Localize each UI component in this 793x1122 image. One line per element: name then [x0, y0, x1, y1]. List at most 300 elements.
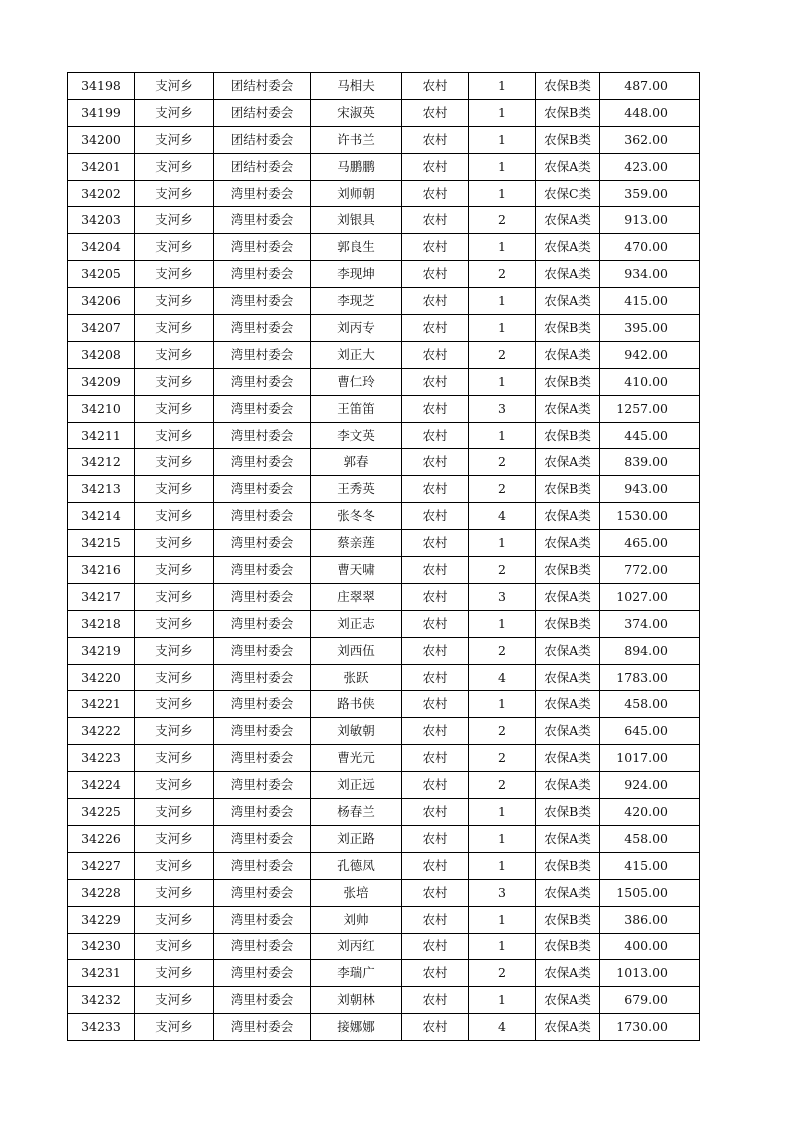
township-cell: 支河乡 — [135, 422, 214, 449]
insurance-category-cell: 农保A类 — [536, 960, 600, 987]
person-name-cell: 郭良生 — [311, 234, 402, 261]
village-committee-cell: 湾里村委会 — [214, 825, 311, 852]
table-row — [68, 879, 700, 906]
insurance-category-cell: 农保A类 — [536, 637, 600, 664]
person-name-cell: 杨春兰 — [311, 799, 402, 826]
township-cell: 支河乡 — [135, 207, 214, 234]
record-id-cell: 34203 — [68, 207, 135, 234]
family-size-cell: 1 — [469, 799, 536, 826]
township-cell: 支河乡 — [135, 234, 214, 261]
village-committee-cell: 湾里村委会 — [214, 422, 311, 449]
amount-cell: 415.00 — [600, 288, 700, 315]
records-table-body — [68, 73, 700, 1041]
township-cell: 支河乡 — [135, 987, 214, 1014]
table-row — [68, 207, 700, 234]
household-type-cell: 农村 — [402, 368, 469, 395]
record-id-cell: 34198 — [68, 73, 135, 100]
person-name-cell: 刘正路 — [311, 825, 402, 852]
township-cell: 支河乡 — [135, 691, 214, 718]
household-type-cell: 农村 — [402, 315, 469, 342]
household-type-cell: 农村 — [402, 852, 469, 879]
insurance-category-cell: 农保B类 — [536, 933, 600, 960]
household-type-cell: 农村 — [402, 772, 469, 799]
person-name-cell: 刘西伍 — [311, 637, 402, 664]
amount-cell: 362.00 — [600, 126, 700, 153]
village-committee-cell: 湾里村委会 — [214, 1014, 311, 1041]
household-type-cell: 农村 — [402, 449, 469, 476]
village-committee-cell: 湾里村委会 — [214, 234, 311, 261]
record-id-cell: 34199 — [68, 99, 135, 126]
insurance-category-cell: 农保A类 — [536, 530, 600, 557]
village-committee-cell: 湾里村委会 — [214, 799, 311, 826]
record-id-cell: 34226 — [68, 825, 135, 852]
township-cell: 支河乡 — [135, 960, 214, 987]
record-id-cell: 34225 — [68, 799, 135, 826]
family-size-cell: 1 — [469, 99, 536, 126]
insurance-category-cell: 农保A类 — [536, 207, 600, 234]
record-id-cell: 34204 — [68, 234, 135, 261]
township-cell: 支河乡 — [135, 1014, 214, 1041]
village-committee-cell: 湾里村委会 — [214, 368, 311, 395]
record-id-cell: 34227 — [68, 852, 135, 879]
amount-cell: 645.00 — [600, 718, 700, 745]
table-row — [68, 987, 700, 1014]
village-committee-cell: 湾里村委会 — [214, 664, 311, 691]
family-size-cell: 4 — [469, 503, 536, 530]
family-size-cell: 1 — [469, 368, 536, 395]
family-size-cell: 1 — [469, 73, 536, 100]
person-name-cell: 路书侠 — [311, 691, 402, 718]
insurance-category-cell: 农保A类 — [536, 1014, 600, 1041]
amount-cell: 1017.00 — [600, 745, 700, 772]
amount-cell: 679.00 — [600, 987, 700, 1014]
record-id-cell: 34210 — [68, 395, 135, 422]
family-size-cell: 1 — [469, 906, 536, 933]
record-id-cell: 34229 — [68, 906, 135, 933]
village-committee-cell: 湾里村委会 — [214, 476, 311, 503]
record-id-cell: 34212 — [68, 449, 135, 476]
insurance-category-cell: 农保A类 — [536, 825, 600, 852]
family-size-cell: 1 — [469, 234, 536, 261]
township-cell: 支河乡 — [135, 315, 214, 342]
family-size-cell: 3 — [469, 879, 536, 906]
family-size-cell: 2 — [469, 960, 536, 987]
amount-cell: 1027.00 — [600, 583, 700, 610]
village-committee-cell: 湾里村委会 — [214, 960, 311, 987]
person-name-cell: 李现芝 — [311, 288, 402, 315]
table-row — [68, 583, 700, 610]
family-size-cell: 2 — [469, 207, 536, 234]
insurance-category-cell: 农保A类 — [536, 691, 600, 718]
amount-cell: 1505.00 — [600, 879, 700, 906]
village-committee-cell: 湾里村委会 — [214, 852, 311, 879]
amount-cell: 420.00 — [600, 799, 700, 826]
person-name-cell: 马相夫 — [311, 73, 402, 100]
record-id-cell: 34207 — [68, 315, 135, 342]
table-row — [68, 557, 700, 584]
amount-cell: 458.00 — [600, 691, 700, 718]
person-name-cell: 曹仁玲 — [311, 368, 402, 395]
household-type-cell: 农村 — [402, 637, 469, 664]
record-id-cell: 34215 — [68, 530, 135, 557]
township-cell: 支河乡 — [135, 341, 214, 368]
amount-cell: 943.00 — [600, 476, 700, 503]
village-committee-cell: 湾里村委会 — [214, 395, 311, 422]
table-row — [68, 234, 700, 261]
table-row — [68, 960, 700, 987]
person-name-cell: 张跃 — [311, 664, 402, 691]
household-type-cell: 农村 — [402, 395, 469, 422]
family-size-cell: 2 — [469, 637, 536, 664]
table-row — [68, 99, 700, 126]
amount-cell: 1013.00 — [600, 960, 700, 987]
household-type-cell: 农村 — [402, 422, 469, 449]
amount-cell: 1730.00 — [600, 1014, 700, 1041]
person-name-cell: 刘正远 — [311, 772, 402, 799]
amount-cell: 448.00 — [600, 99, 700, 126]
household-type-cell: 农村 — [402, 503, 469, 530]
amount-cell: 894.00 — [600, 637, 700, 664]
record-id-cell: 34230 — [68, 933, 135, 960]
insurance-category-cell: 农保A类 — [536, 449, 600, 476]
person-name-cell: 马鹏鹏 — [311, 153, 402, 180]
village-committee-cell: 团结村委会 — [214, 153, 311, 180]
insurance-category-cell: 农保B类 — [536, 368, 600, 395]
village-committee-cell: 湾里村委会 — [214, 449, 311, 476]
amount-cell: 1783.00 — [600, 664, 700, 691]
record-id-cell: 34209 — [68, 368, 135, 395]
record-id-cell: 34224 — [68, 772, 135, 799]
family-size-cell: 2 — [469, 745, 536, 772]
record-id-cell: 34208 — [68, 341, 135, 368]
person-name-cell: 刘师朝 — [311, 180, 402, 207]
family-size-cell: 2 — [469, 557, 536, 584]
insurance-category-cell: 农保B类 — [536, 557, 600, 584]
amount-cell: 415.00 — [600, 852, 700, 879]
person-name-cell: 孔德凤 — [311, 852, 402, 879]
table-row — [68, 180, 700, 207]
village-committee-cell: 湾里村委会 — [214, 610, 311, 637]
township-cell: 支河乡 — [135, 368, 214, 395]
person-name-cell: 郭春 — [311, 449, 402, 476]
record-id-cell: 34217 — [68, 583, 135, 610]
household-type-cell: 农村 — [402, 126, 469, 153]
household-type-cell: 农村 — [402, 99, 469, 126]
record-id-cell: 34232 — [68, 987, 135, 1014]
family-size-cell: 2 — [469, 449, 536, 476]
insurance-category-cell: 农保A类 — [536, 288, 600, 315]
household-type-cell: 农村 — [402, 799, 469, 826]
person-name-cell: 刘帅 — [311, 906, 402, 933]
insurance-category-cell: 农保B类 — [536, 906, 600, 933]
records-table — [67, 72, 700, 1041]
township-cell: 支河乡 — [135, 933, 214, 960]
record-id-cell: 34202 — [68, 180, 135, 207]
township-cell: 支河乡 — [135, 180, 214, 207]
amount-cell: 374.00 — [600, 610, 700, 637]
record-id-cell: 34222 — [68, 718, 135, 745]
household-type-cell: 农村 — [402, 583, 469, 610]
record-id-cell: 34228 — [68, 879, 135, 906]
record-id-cell: 34223 — [68, 745, 135, 772]
family-size-cell: 4 — [469, 1014, 536, 1041]
person-name-cell: 李现坤 — [311, 261, 402, 288]
table-row — [68, 691, 700, 718]
amount-cell: 386.00 — [600, 906, 700, 933]
family-size-cell: 2 — [469, 772, 536, 799]
family-size-cell: 2 — [469, 341, 536, 368]
family-size-cell: 1 — [469, 126, 536, 153]
record-id-cell: 34201 — [68, 153, 135, 180]
amount-cell: 470.00 — [600, 234, 700, 261]
amount-cell: 1257.00 — [600, 395, 700, 422]
village-committee-cell: 湾里村委会 — [214, 530, 311, 557]
amount-cell: 445.00 — [600, 422, 700, 449]
insurance-category-cell: 农保B类 — [536, 99, 600, 126]
village-committee-cell: 湾里村委会 — [214, 288, 311, 315]
family-size-cell: 1 — [469, 987, 536, 1014]
table-row — [68, 315, 700, 342]
person-name-cell: 张冬冬 — [311, 503, 402, 530]
township-cell: 支河乡 — [135, 288, 214, 315]
person-name-cell: 刘丙专 — [311, 315, 402, 342]
table-row — [68, 126, 700, 153]
family-size-cell: 2 — [469, 261, 536, 288]
township-cell: 支河乡 — [135, 99, 214, 126]
person-name-cell: 王笛笛 — [311, 395, 402, 422]
village-committee-cell: 团结村委会 — [214, 126, 311, 153]
household-type-cell: 农村 — [402, 987, 469, 1014]
village-committee-cell: 湾里村委会 — [214, 180, 311, 207]
insurance-category-cell: 农保A类 — [536, 772, 600, 799]
township-cell: 支河乡 — [135, 879, 214, 906]
table-row — [68, 745, 700, 772]
person-name-cell: 李瑞广 — [311, 960, 402, 987]
table-row — [68, 368, 700, 395]
table-row — [68, 933, 700, 960]
table-row — [68, 476, 700, 503]
insurance-category-cell: 农保B类 — [536, 315, 600, 342]
table-row — [68, 664, 700, 691]
family-size-cell: 3 — [469, 395, 536, 422]
insurance-category-cell: 农保B类 — [536, 852, 600, 879]
record-id-cell: 34211 — [68, 422, 135, 449]
table-row — [68, 1014, 700, 1041]
household-type-cell: 农村 — [402, 691, 469, 718]
village-committee-cell: 湾里村委会 — [214, 341, 311, 368]
insurance-category-cell: 农保C类 — [536, 180, 600, 207]
family-size-cell: 1 — [469, 825, 536, 852]
township-cell: 支河乡 — [135, 799, 214, 826]
insurance-category-cell: 农保A类 — [536, 153, 600, 180]
table-row — [68, 637, 700, 664]
household-type-cell: 农村 — [402, 718, 469, 745]
record-id-cell: 34206 — [68, 288, 135, 315]
household-type-cell: 农村 — [402, 73, 469, 100]
table-row — [68, 288, 700, 315]
person-name-cell: 李文英 — [311, 422, 402, 449]
family-size-cell: 1 — [469, 852, 536, 879]
table-row — [68, 772, 700, 799]
person-name-cell: 蔡亲莲 — [311, 530, 402, 557]
household-type-cell: 农村 — [402, 933, 469, 960]
township-cell: 支河乡 — [135, 476, 214, 503]
amount-cell: 395.00 — [600, 315, 700, 342]
insurance-category-cell: 农保A类 — [536, 987, 600, 1014]
insurance-category-cell: 农保A类 — [536, 664, 600, 691]
family-size-cell: 3 — [469, 583, 536, 610]
insurance-category-cell: 农保A类 — [536, 583, 600, 610]
township-cell: 支河乡 — [135, 557, 214, 584]
household-type-cell: 农村 — [402, 261, 469, 288]
village-committee-cell: 湾里村委会 — [214, 745, 311, 772]
insurance-category-cell: 农保B类 — [536, 799, 600, 826]
household-type-cell: 农村 — [402, 879, 469, 906]
township-cell: 支河乡 — [135, 852, 214, 879]
village-committee-cell: 湾里村委会 — [214, 315, 311, 342]
insurance-category-cell: 农保B类 — [536, 422, 600, 449]
family-size-cell: 2 — [469, 476, 536, 503]
village-committee-cell: 湾里村委会 — [214, 583, 311, 610]
household-type-cell: 农村 — [402, 288, 469, 315]
insurance-category-cell: 农保A类 — [536, 503, 600, 530]
table-row — [68, 718, 700, 745]
household-type-cell: 农村 — [402, 557, 469, 584]
township-cell: 支河乡 — [135, 610, 214, 637]
township-cell: 支河乡 — [135, 449, 214, 476]
village-committee-cell: 湾里村委会 — [214, 772, 311, 799]
village-committee-cell: 湾里村委会 — [214, 987, 311, 1014]
insurance-category-cell: 农保A类 — [536, 879, 600, 906]
township-cell: 支河乡 — [135, 664, 214, 691]
household-type-cell: 农村 — [402, 906, 469, 933]
table-row — [68, 449, 700, 476]
person-name-cell: 刘银具 — [311, 207, 402, 234]
family-size-cell: 1 — [469, 315, 536, 342]
amount-cell: 487.00 — [600, 73, 700, 100]
household-type-cell: 农村 — [402, 234, 469, 261]
table-row — [68, 852, 700, 879]
village-committee-cell: 湾里村委会 — [214, 933, 311, 960]
amount-cell: 465.00 — [600, 530, 700, 557]
household-type-cell: 农村 — [402, 341, 469, 368]
insurance-category-cell: 农保B类 — [536, 476, 600, 503]
household-type-cell: 农村 — [402, 207, 469, 234]
table-row — [68, 341, 700, 368]
village-committee-cell: 湾里村委会 — [214, 503, 311, 530]
person-name-cell: 王秀英 — [311, 476, 402, 503]
township-cell: 支河乡 — [135, 261, 214, 288]
family-size-cell: 4 — [469, 664, 536, 691]
person-name-cell: 刘正大 — [311, 341, 402, 368]
village-committee-cell: 湾里村委会 — [214, 879, 311, 906]
amount-cell: 913.00 — [600, 207, 700, 234]
family-size-cell: 1 — [469, 422, 536, 449]
record-id-cell: 34231 — [68, 960, 135, 987]
household-type-cell: 农村 — [402, 476, 469, 503]
person-name-cell: 宋淑英 — [311, 99, 402, 126]
record-id-cell: 34205 — [68, 261, 135, 288]
village-committee-cell: 湾里村委会 — [214, 207, 311, 234]
table-row — [68, 422, 700, 449]
insurance-category-cell: 农保A类 — [536, 261, 600, 288]
amount-cell: 839.00 — [600, 449, 700, 476]
person-name-cell: 张培 — [311, 879, 402, 906]
family-size-cell: 2 — [469, 718, 536, 745]
township-cell: 支河乡 — [135, 718, 214, 745]
record-id-cell: 34213 — [68, 476, 135, 503]
person-name-cell: 曹光元 — [311, 745, 402, 772]
insurance-category-cell: 农保A类 — [536, 341, 600, 368]
record-id-cell: 34200 — [68, 126, 135, 153]
village-committee-cell: 湾里村委会 — [214, 906, 311, 933]
family-size-cell: 1 — [469, 610, 536, 637]
township-cell: 支河乡 — [135, 395, 214, 422]
amount-cell: 934.00 — [600, 261, 700, 288]
table-row — [68, 153, 700, 180]
insurance-category-cell: 农保A类 — [536, 234, 600, 261]
household-type-cell: 农村 — [402, 825, 469, 852]
household-type-cell: 农村 — [402, 610, 469, 637]
insurance-category-cell: 农保A类 — [536, 718, 600, 745]
insurance-category-cell: 农保B类 — [536, 73, 600, 100]
table-row — [68, 906, 700, 933]
person-name-cell: 许书兰 — [311, 126, 402, 153]
amount-cell: 772.00 — [600, 557, 700, 584]
table-row — [68, 503, 700, 530]
insurance-category-cell: 农保B类 — [536, 610, 600, 637]
village-committee-cell: 团结村委会 — [214, 73, 311, 100]
record-id-cell: 34216 — [68, 557, 135, 584]
household-type-cell: 农村 — [402, 530, 469, 557]
village-committee-cell: 湾里村委会 — [214, 261, 311, 288]
amount-cell: 410.00 — [600, 368, 700, 395]
household-type-cell: 农村 — [402, 153, 469, 180]
township-cell: 支河乡 — [135, 503, 214, 530]
village-committee-cell: 湾里村委会 — [214, 691, 311, 718]
table-row — [68, 395, 700, 422]
table-row — [68, 73, 700, 100]
record-id-cell: 34218 — [68, 610, 135, 637]
household-type-cell: 农村 — [402, 180, 469, 207]
record-id-cell: 34214 — [68, 503, 135, 530]
person-name-cell: 刘正志 — [311, 610, 402, 637]
village-committee-cell: 团结村委会 — [214, 99, 311, 126]
township-cell: 支河乡 — [135, 745, 214, 772]
family-size-cell: 1 — [469, 530, 536, 557]
record-id-cell: 34219 — [68, 637, 135, 664]
record-id-cell: 34233 — [68, 1014, 135, 1041]
village-committee-cell: 湾里村委会 — [214, 637, 311, 664]
amount-cell: 942.00 — [600, 341, 700, 368]
person-name-cell: 接娜娜 — [311, 1014, 402, 1041]
amount-cell: 458.00 — [600, 825, 700, 852]
township-cell: 支河乡 — [135, 825, 214, 852]
person-name-cell: 曹天啸 — [311, 557, 402, 584]
township-cell: 支河乡 — [135, 637, 214, 664]
amount-cell: 1530.00 — [600, 503, 700, 530]
person-name-cell: 刘朝林 — [311, 987, 402, 1014]
insurance-category-cell: 农保A类 — [536, 745, 600, 772]
person-name-cell: 庄翠翠 — [311, 583, 402, 610]
village-committee-cell: 湾里村委会 — [214, 557, 311, 584]
township-cell: 支河乡 — [135, 530, 214, 557]
family-size-cell: 1 — [469, 153, 536, 180]
household-type-cell: 农村 — [402, 745, 469, 772]
amount-cell: 400.00 — [600, 933, 700, 960]
amount-cell: 423.00 — [600, 153, 700, 180]
village-committee-cell: 湾里村委会 — [214, 718, 311, 745]
